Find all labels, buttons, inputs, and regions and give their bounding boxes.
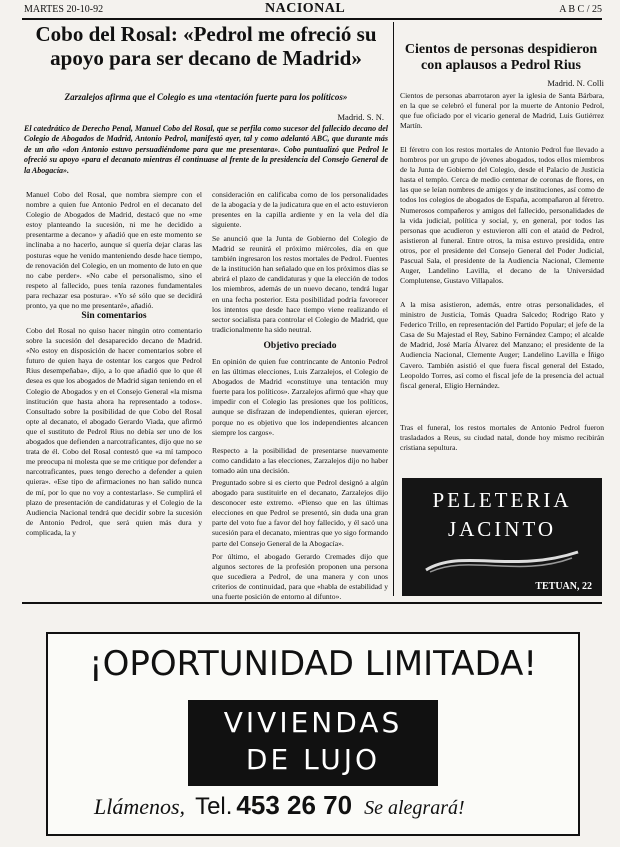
- side-byline: Madrid. N. Colli: [547, 78, 604, 88]
- ad-viviendas-call-text: Llámenos,: [94, 794, 186, 819]
- ad-peleteria-line2: JACINTO: [447, 517, 557, 541]
- side-para4: Tras el funeral, los restos mortales de Antonio Pedrol fueron trasladados a Reus, su ciudad natal, donde hoy mismo recibirán cristiana sepultura.: [400, 423, 604, 453]
- main-byline: Madrid. S. N.: [337, 112, 384, 122]
- side-para1: Cientos de personas abarrotaron ayer la iglesia de Santa Bárbara, en la que se celebró el funeral por la muerte de Antonio Pedrol, que fue oficiado por el vicario general de Madrid, Luis Gutiérrez Martín.: [400, 91, 604, 131]
- main-col1-para2: Cobo del Rosal no quiso hacer ningún otro comentario sobre la sucesión del desaparecido decano de Madrid. «No estoy en disposición de hacer comentarios sobre el futuro de quien haya de ostentar los cargos que Pedrol Rius desempeñaba», dijo, a lo que añadió que lo que él desea es que los abogados de Madrid sigan teniendo en el Colegio de Abogados y en el Consejo General «la misma institución que hasta ahora ha representado a todos». Consultado sobre la posibilidad de que Cobo del Rosal opte al decanato, el abogado Gerardo Viada, que afirmó que el sustituto de Pedrol Rius no debía ser uno de los abogados que defienden a narcotraficantes, dijo que no se trata de él. Cobo del Rosal contestó que «a mí tampoco me preocupa ni molesta que se me critique por defender a narcotraficantes, pues tengo derecho a defender a quien quiera». «Ese tipo de afirmaciones no han salido nunca de mí, por lo que no voy a contestarlas». Se cumplirá el plazo de presentación de candidaturas y el Colegio de la Audiencia Nacional tendrá que decidir sobre la sucesión de Antonio Pedrol, que será quien más dura y complicada, la y: [26, 326, 202, 537]
- main-col2-para5: Preguntado sobre si es cierto que Pedrol designó a algún abogado para sustituirle en el decanato, Zarzalejos dijo desconocer este extremo. «Pienso que en las últimas elecciones en que Pedrol se presentó, sin duda una gran parte del voto fue a favor del hoy fallecido, y él sacó una sucesión para el decanato, mientras que yo sigo formando parte del Consejo General de la Abogacía».: [212, 478, 388, 548]
- ad-viviendas-contact: [94, 790, 554, 826]
- main-col1-para1: Manuel Cobo del Rosal, que nombra siempre con el nombre a quien fue Antonio Pedrol en el decanato del Colegio de Abogados de Madrid, destacó que no «me estoy planteando la sucesión, ni me he decidido a presentarme a decano» y añadió que en este momento se inclinaba a no hacerlo, aunque sí quería dejar claras las posturas «que he venido manteniendo desde hace tiempo, de renovación del Colegio, en un momento de luto en que no cabe perder». «No cabe el personalismo, sino el respeto al fallecido, pues tenía razones fundamentales para rechazar esa postura». «Yo sé sólo que se decidirá pronto, ya que no me presentaré», añadió.: [26, 190, 202, 311]
- side-para3: A la misa asistieron, además, entre otras personalidades, el ministro de Justicia, Tomás Quadra Salcedo; Rodrigo Rato y Federico Trillo, en representación del Partido Popular; el jefe de la Casa de Su Majestad el Rey, Sabino Fernández Campo; el alcalde de Madrid, José María Álvarez del Manzano; el presidente de la Audiencia Nacional, Clemente Auger; Landelino Lavilla e Íñigo Cavero. También asistió el que fuera fiscal general del Estado, Leopoldo Torres, así como el fiscal jefe de la presencia del actual fiscal general, Eligio Hernández.: [400, 300, 604, 390]
- main-subtitle: Zarzalejos afirma que el Colegio es una «tentación fuerte para los políticos»: [64, 92, 348, 102]
- header-rule: [22, 18, 602, 20]
- main-lead: El catedrático de Derecho Penal, Manuel Cobo del Rosal, que se perfila como sucesor del fallecido decano del Colegio de Abogados de Madrid, Antonio Pedrol, manifestó ayer, tal y como adelantó ABC, que durante más de un año «don Antonio estuvo persuadiéndome para que me presentara». Cobo puntualizó que Pedrol le ofreció su apoyo «para el decanato mientras él continuase al frente de la presidencia del Consejo General de la Abogacía».: [24, 124, 388, 175]
- ad-viviendas-tel-label: Tel.: [195, 793, 233, 820]
- section-rule: [22, 602, 602, 604]
- main-col2-para3: En opinión de quien fue contrincante de Antonio Pedrol en las últimas elecciones, Luis Zarzalejos, el Colegio de Abogados de Madrid «constituye una tentación muy fuerte para los políticos». Zarzalejos afirmó que «hay que impedir con el Colegio las presiones que los políticos, aunque se disfrazan de independientes, quieran ejercer, porque no es objetivo que los independientes alcancen siempre los cargos».: [212, 357, 388, 437]
- ad-peleteria-jacinto: [402, 478, 602, 596]
- ad-peleteria-line1: PELETERIA: [432, 488, 572, 512]
- page-date: MARTES 20-10-92: [24, 4, 104, 15]
- main-col2-para6: Por último, el abogado Gerardo Cremades dijo que algunos sectores de la profesión proponen una persona que sucediera a Pedrol, de una manera y con unos criterios de continuidad, para que «habla de estabilidad y una fuerte posición de entorno al difunto».: [212, 552, 388, 602]
- main-col2-para2: Se anunció que la Junta de Gobierno del Colegio de Madrid se reunirá el próximo miércoles, día en que también ingresaron los restos mortales de Pedrol. Fuentes de la institución han señalado que en los próximos días se abrirá el plazo de candidaturas y que la elección de todos los miembros, además de un nuevo decano, tendrá lugar en una fecha posterior. Esta posibilidad podría favorecer los intentos que desde hace tiempo viene realizando el sector socialista para controlar el Colegio de Madrid, que tradicionalmente ha sido neutral.: [212, 234, 388, 334]
- side-headline: Cientos de personas despidieron con aplausos a Pedrol Rius: [404, 42, 598, 74]
- column-divider: [393, 22, 394, 596]
- ad-viviendas-box: [188, 700, 438, 786]
- side-para2: El féretro con los restos mortales de Antonio Pedrol fue llevado a hombros por un grupo de jóvenes abogados, todos ellos miembros de la Junta de Gobierno del Colegio, desde el Palacio de Justicia hasta el templo. Cerca de medio centenar de coronas de flores, en las que se leían nombres de amigos y de instituciones, así como de todos los colegios de abogados de España, acompañaron al féretro. Numerosos compañeros y amigos del fallecido, personalidades de la vida judicial, política y social, y, en general, por todos las personas que acudieron y estuvieron allí con el ataúd de Pedrol, asistieron al funeral. Entre otros, la misa estuvo presidida, entre otros, por el presidente del Consejo General del Poder Judicial, Pascual Sala, el presidente de la Audiencia Nacional, Clemente Auger, Landelino Lavilla, el decano de la Universidad Complutense, Gustavo Villapalos.: [400, 145, 604, 286]
- fur-illustration: [422, 544, 582, 578]
- ad-viviendas-box-line1: VIVIENDAS: [223, 706, 403, 739]
- ad-peleteria-address: TETUAN, 22: [535, 581, 592, 592]
- subhead-sin-comentarios: Sin comentarios: [81, 311, 147, 321]
- ad-viviendas-closing: Se alegrará!: [364, 797, 465, 819]
- main-col2-para1: consideración en calificaba como de los personalidades de la abogacía y de la judicatura que en el acto estuvieron presentes en la capilla ardiente y en la vela del día siguiente.: [212, 190, 388, 230]
- ad-viviendas-de-lujo: [46, 632, 580, 836]
- main-col2-para4: Respecto a la posibilidad de presentarse nuevamente como candidato a las elecciones, Zarzalejos dijo no haber tomado aún una decisión.: [212, 446, 388, 476]
- section-title: NACIONAL: [265, 1, 346, 16]
- ad-viviendas-phone: 453 26 70: [236, 790, 353, 820]
- page-number: A B C / 25: [559, 4, 602, 15]
- ad-viviendas-box-line2: DE LUJO: [245, 743, 381, 776]
- ad-viviendas-headline: ¡OPORTUNIDAD LIMITADA!: [89, 644, 537, 684]
- subhead-objetivo-preciado: Objetivo preciado: [263, 341, 337, 351]
- main-headline: Cobo del Rosal: «Pedrol me ofreció su apoyo para ser decano de Madrid»: [35, 22, 377, 71]
